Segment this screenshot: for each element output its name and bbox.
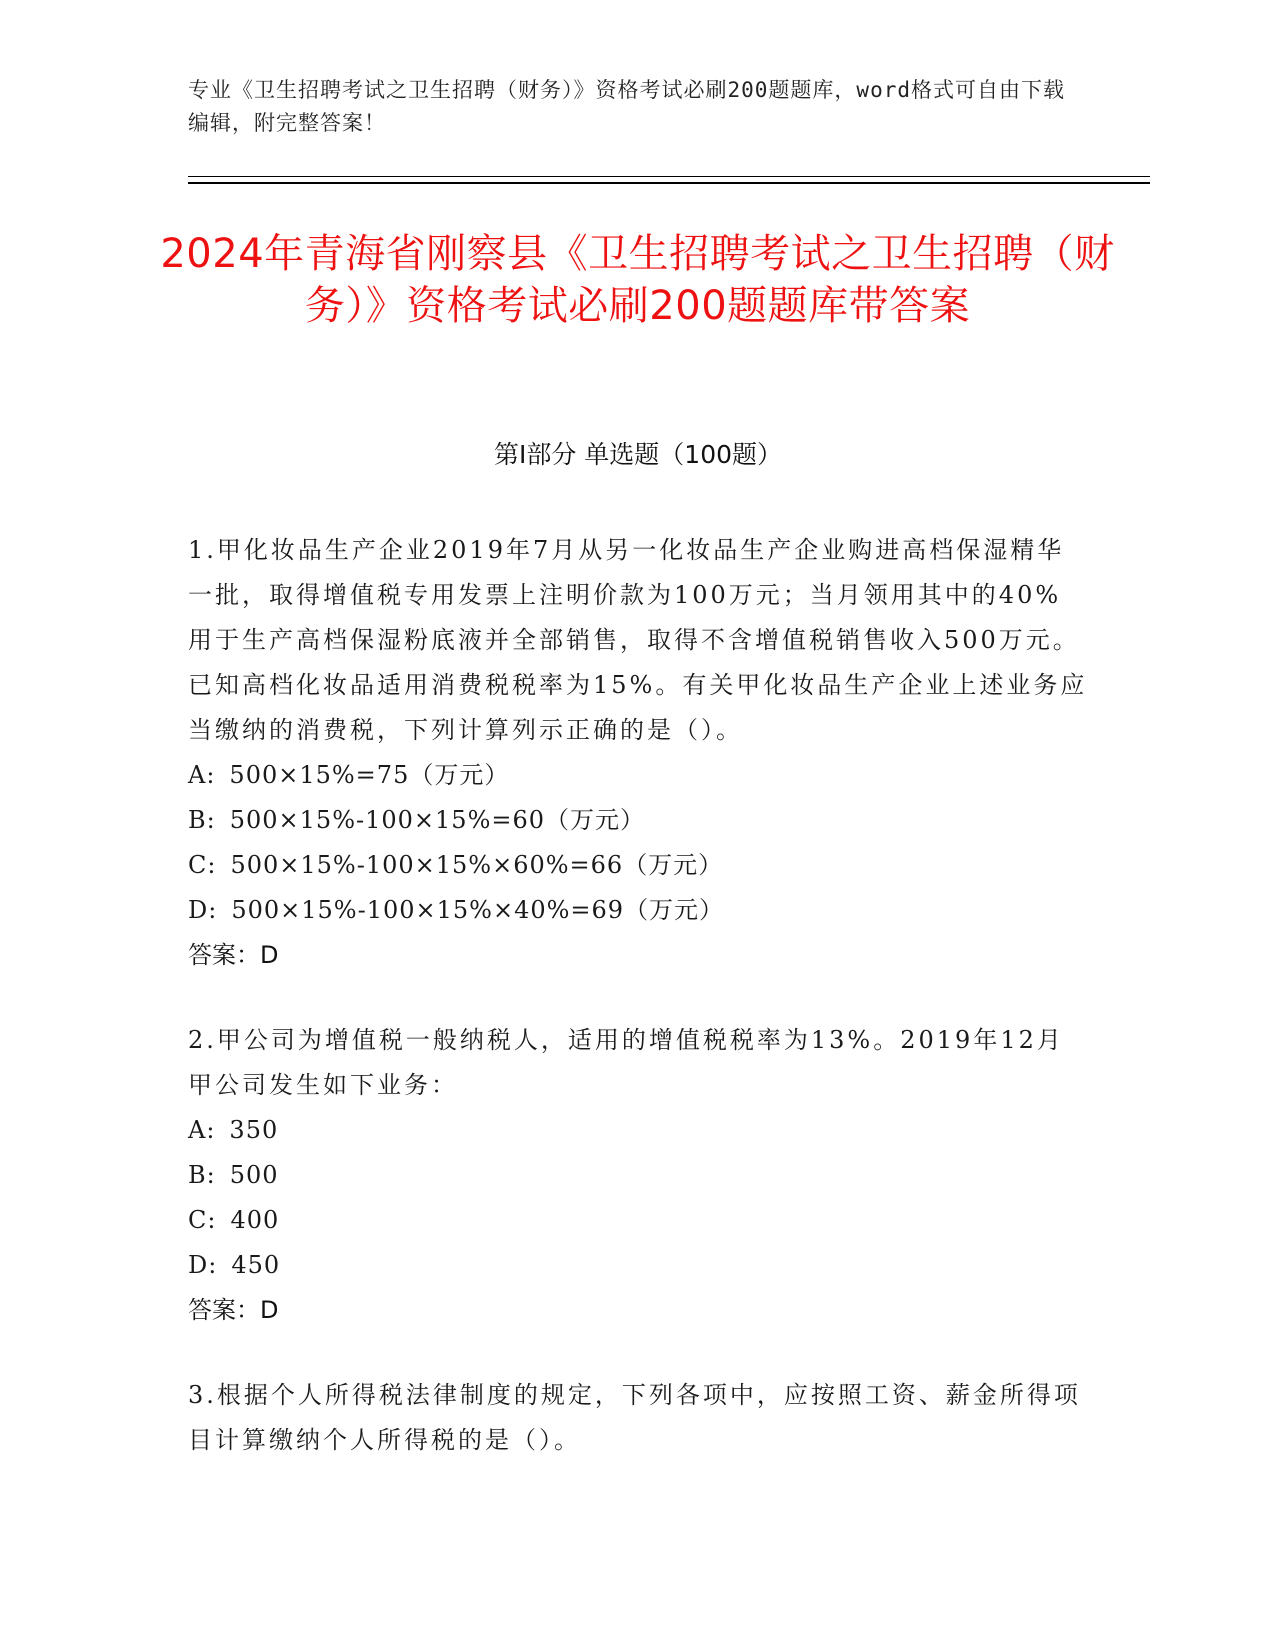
option-letter: C:	[188, 1206, 217, 1234]
question-list	[188, 528, 1088, 1503]
option-a	[188, 753, 1088, 798]
header-note: 专业《卫生招聘考试之卫生招聘（财务）》资格考试必刷200题题库，word格式可自由下载编辑，附完整答案！	[188, 78, 1065, 135]
question-stem: 3.根据个人所得税法律制度的规定，下列各项中，应按照工资、薪金所得项目计算缴纳个人所得税的是（）。	[188, 1381, 1081, 1454]
option-c	[188, 1198, 1088, 1243]
option-text: 500×15%-100×15%×40%=69（万元）	[231, 896, 725, 924]
answer-line: 答案：D	[188, 941, 279, 969]
option-text: 500	[229, 1161, 279, 1189]
question-1	[188, 528, 1088, 978]
option-a	[188, 1108, 1088, 1153]
option-text: 500×15%-100×15%=60（万元）	[229, 806, 646, 834]
option-c	[188, 843, 1088, 888]
option-letter: A:	[188, 761, 216, 789]
header-divider-thin	[188, 176, 1150, 177]
option-b	[188, 1153, 1088, 1198]
header-divider-thick	[188, 182, 1150, 184]
option-letter: B:	[188, 806, 216, 834]
question-stem: 2.甲公司为增值税一般纳税人，适用的增值税税率为13%。2019年12月甲公司发生如下业务：	[188, 1026, 1064, 1099]
option-letter: D:	[188, 896, 218, 924]
question-2	[188, 1018, 1088, 1333]
option-letter: A:	[188, 1116, 216, 1144]
option-letter: B:	[188, 1161, 216, 1189]
option-text: 500×15%=75（万元）	[229, 761, 510, 789]
option-text: 500×15%-100×15%×60%=66（万元）	[230, 851, 724, 879]
question-stem: 1.甲化妆品生产企业2019年7月从另一化妆品生产企业购进高档保湿精华一批，取得增值税专用发票上注明价款为100万元；当月领用其中的40%用于生产高档保湿粉底液并全部销售，取得不含增值税销售收入500万元。已知高档化妆品适用消费税税率为15%。有关甲化妆品生产企业上述业务应当缴纳的消费税，下列计算列示正确的是（）。	[188, 536, 1088, 744]
answer-line: 答案：D	[188, 1296, 279, 1324]
option-b	[188, 798, 1088, 843]
option-d	[188, 888, 1088, 933]
section-title: 第Ⅰ部分 单选题（100题）	[493, 440, 783, 469]
option-letter: C:	[188, 851, 217, 879]
option-text: 400	[230, 1206, 280, 1234]
document-title: 2024年青海省刚察县《卫生招聘考试之卫生招聘（财务）》资格考试必刷200题题库带答案	[160, 231, 1115, 329]
option-text: 350	[229, 1116, 279, 1144]
option-text: 450	[231, 1251, 281, 1279]
option-d	[188, 1243, 1088, 1288]
question-3	[188, 1373, 1088, 1463]
option-letter: D:	[188, 1251, 218, 1279]
